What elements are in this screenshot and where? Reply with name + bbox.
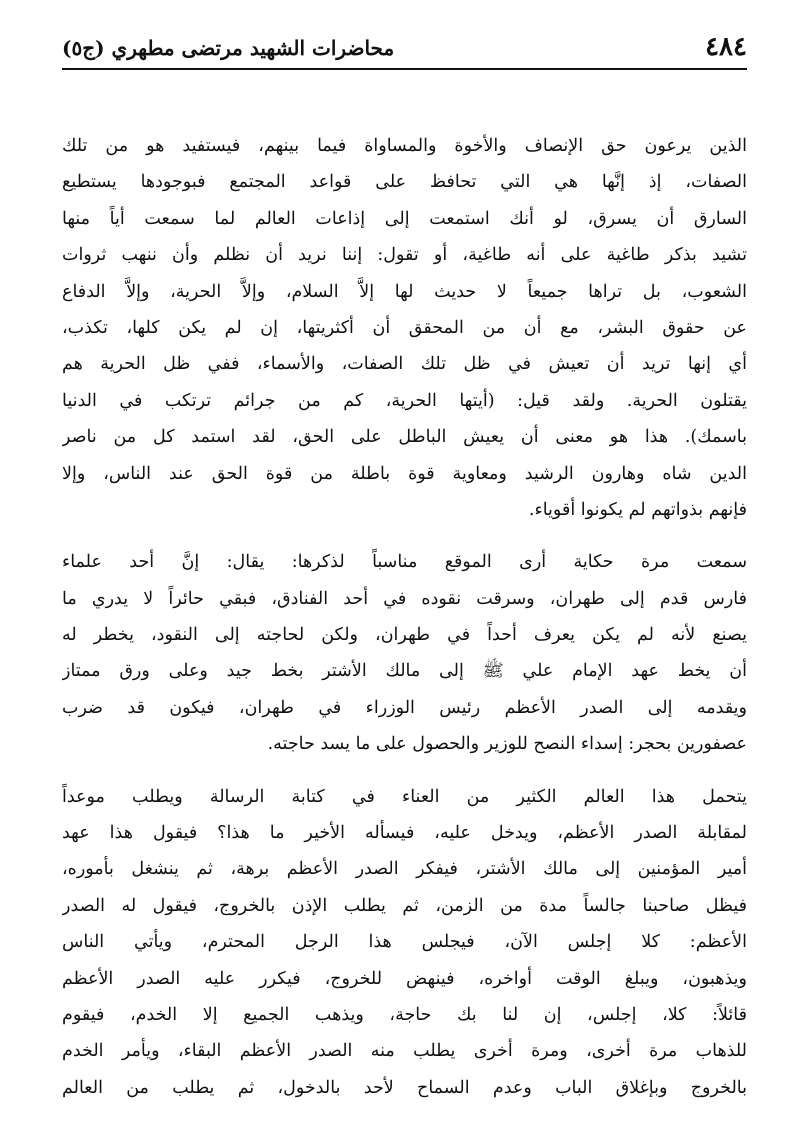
text-line: عصفورين بحجر: إسداء النصح للوزير والحصول على ما يسد حاجته.: [267, 734, 747, 755]
paragraph-3: [62, 779, 747, 1107]
text-line: عن حقوق البشر، مع أن من المحقق أن أكثريتها، إن لم يكن كلها، تكذب،: [62, 317, 747, 338]
paragraph-gap: [62, 763, 747, 779]
text-line: ويذهبون، ويبلغ الوقت أواخره، فينهض للخروج، فيكرر عليه الصدر الأعظم: [62, 968, 747, 989]
text-line: للذهاب مرة أخرى، ومرة أخرى يطلب منه الصدر الأعظم البقاء، ويأمر الخدم: [62, 1041, 747, 1062]
text-line: يصنع لأنه لم يكن يعرف أحداً في طهران، ولكن لحاجته إلى النقود، يخطر له: [62, 625, 747, 646]
text-line: فارس قدم إلى طهران، وسرقت نقوده في أحد الفنادق، فبقي حائراً لا يدري ما: [62, 588, 747, 609]
text-line: أن يخط عهد الإمام علي ﷺ إلى مالك الأشتر بخط جيد وعلى ورق ممتاز: [62, 661, 747, 682]
page-header: [62, 30, 747, 70]
text-line: الصفات، إذ إنَّها هي التي تحافظ على قواعد المجتمع فبوجودها يستطيع: [62, 172, 747, 193]
text-line: لمقابلة الصدر الأعظم، ويدخل عليه، فيسأله الأخير ما هذا؟ فيقول هذا عهد: [62, 823, 747, 844]
page-number: ٤٨٤: [705, 32, 747, 62]
body-text: [62, 128, 747, 1106]
text-line: الأعظم: كلا إجلس الآن، فيجلس هذا الرجل المحترم، ويأتي الناس: [62, 932, 747, 953]
text-line: ويقدمه إلى الصدر الأعظم رئيس الوزراء في طهران، فيكون قد ضرب: [62, 697, 747, 718]
text-line: فإنهم بذواتهم لم يكونوا أقوياء.: [528, 499, 747, 520]
text-line: أي إنها تريد أن تعيش في ظل تلك الصفات، والأسماء، ففي ظل الحرية هم: [62, 354, 747, 375]
text-line: الدين شاه وهارون الرشيد ومعاوية قوة باطلة من قوة الحق عند الناس، وإلا: [62, 463, 747, 484]
text-line: باسمك). هذا هو معنى أن يعيش الباطل على الحق، لقد استمد كل من ناصر: [62, 427, 747, 448]
text-line: قائلاً: كلا، إجلس، إن لنا بك حاجة، ويذهب الجميع إلا الخدم، فيقوم: [62, 1004, 747, 1025]
text-line: أمير المؤمنين إلى مالك الأشتر، فيفكر الصدر الأعظم برهة، ثم ينشغل بأموره،: [62, 859, 747, 880]
text-line: تشيد بذكر طاغية على أنه طاغية، أو تقول: إننا نريد أن نظلم وأن ننهب ثروات: [62, 245, 747, 266]
text-line: بالخروج وبإغلاق الباب وعدم السماح لأحد بالدخول، ثم يطلب من العالم: [62, 1077, 747, 1098]
text-line: السارق أن يسرق، لو أنك استمعت إلى إذاعات العالم لما سمعت أياً منها: [62, 208, 747, 229]
text-line: سمعت مرة حكاية أرى الموقع مناسباً لذكرها: يقال: إنَّ أحد علماء: [62, 552, 747, 573]
text-line: الذين يرعون حق الإنصاف والأخوة والمساواة فيما بينهم، فيستفيد هو من تلك: [62, 136, 747, 156]
paragraph-2: [62, 544, 747, 762]
running-title: محاضرات الشهيد مرتضى مطهري (ج٥): [62, 36, 395, 60]
paragraph-gap: [62, 528, 747, 544]
text-line: يقتلون الحرية. ولقد قيل: (أيتها الحرية، كم من جرائم ترتكب في الدنيا: [62, 390, 747, 411]
text-line: يتحمل هذا العالم الكثير من العناء في كتابة الرسالة ويطلب موعداً: [62, 786, 747, 807]
text-line: الشعوب، بل تراها جميعاً لا حديث لها إلاَّ السلام، وإلاَّ الحرية، وإلاَّ الدفاع: [62, 281, 747, 302]
text-line: فيظل صاحبنا جالساً مدة من الزمن، ثم يطلب الإذن بالخروج، فيقول له الصدر: [62, 895, 747, 916]
book-page: [62, 30, 747, 1106]
paragraph-1: [62, 128, 747, 528]
